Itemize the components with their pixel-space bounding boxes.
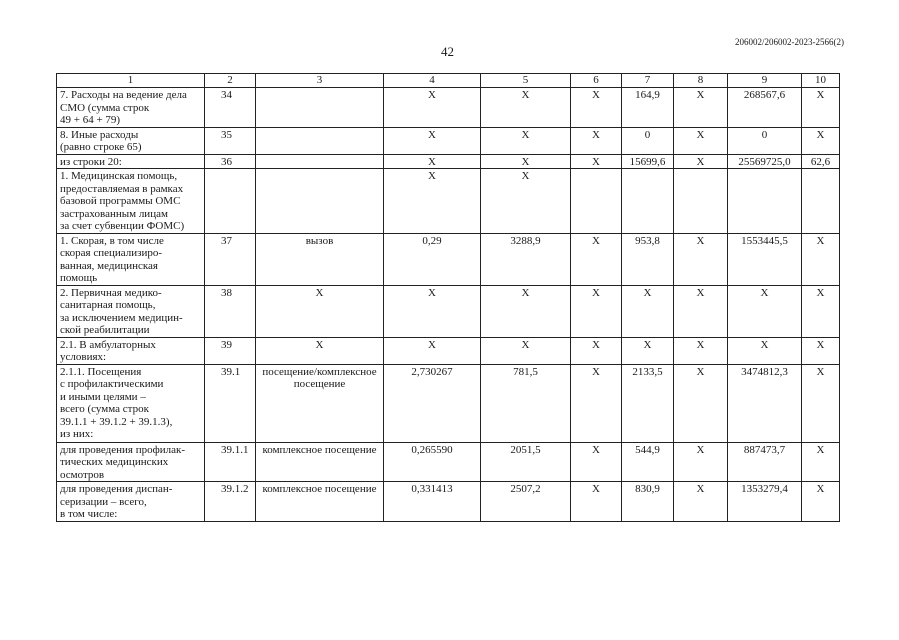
table-cell: Х — [571, 364, 622, 442]
table-cell: Х — [802, 233, 840, 285]
table-cell: Х — [571, 285, 622, 337]
table-cell: 0 — [622, 127, 674, 154]
table-cell — [728, 169, 802, 234]
table-cell — [571, 169, 622, 234]
table-cell: 15699,6 — [622, 154, 674, 169]
column-header: 3 — [256, 74, 384, 88]
table-cell: Х — [802, 364, 840, 442]
table-cell: 2051,5 — [481, 442, 571, 482]
table-cell: вызов — [256, 233, 384, 285]
table-cell: 38 — [205, 285, 256, 337]
table-cell: комплексное посещение — [256, 482, 384, 522]
column-header: 9 — [728, 74, 802, 88]
document-id: 206002/206002-2023-2566(2) — [735, 37, 844, 47]
table-cell: 781,5 — [481, 364, 571, 442]
table-cell: 36 — [205, 154, 256, 169]
table-cell: 1553445,5 — [728, 233, 802, 285]
table-cell: 2133,5 — [622, 364, 674, 442]
table-cell: 953,8 — [622, 233, 674, 285]
table-cell: 887473,7 — [728, 442, 802, 482]
table-cell: 39.1.2 — [205, 482, 256, 522]
table-cell: 0,331413 — [384, 482, 481, 522]
table-cell — [256, 88, 384, 128]
table-row — [57, 169, 840, 234]
table-cell: 0 — [728, 127, 802, 154]
table-cell: 268567,6 — [728, 88, 802, 128]
table-cell: Х — [728, 285, 802, 337]
table-cell: Х — [384, 127, 481, 154]
table-cell: Х — [674, 154, 728, 169]
table-cell: Х — [571, 127, 622, 154]
page-number: 42 — [441, 44, 454, 59]
table-cell: для проведения диспан- серизации – всего, в том числе: — [57, 482, 205, 522]
table-cell: Х — [384, 169, 481, 234]
table-cell: 34 — [205, 88, 256, 128]
table-cell: Х — [674, 127, 728, 154]
table-cell: 1. Медицинская помощь, предоставляемая в рамках базовой программы ОМС застрахованным лицам за счет субвенции ФОМС) — [57, 169, 205, 234]
table-row — [57, 285, 840, 337]
table-cell: Х — [674, 88, 728, 128]
table-cell: Х — [481, 154, 571, 169]
column-header: 4 — [384, 74, 481, 88]
table-cell: 544,9 — [622, 442, 674, 482]
table-cell: Х — [622, 337, 674, 364]
table-cell: 1. Скорая, в том числе скорая специализиро- ванная, медицинская помощь — [57, 233, 205, 285]
table-cell: 39.1 — [205, 364, 256, 442]
table-cell: Х — [481, 88, 571, 128]
table-cell: 0,265590 — [384, 442, 481, 482]
table-cell — [256, 154, 384, 169]
table-row — [57, 482, 840, 522]
table-cell: Х — [384, 88, 481, 128]
table-cell: 37 — [205, 233, 256, 285]
column-header: 1 — [57, 74, 205, 88]
table-cell: Х — [802, 482, 840, 522]
column-header: 7 — [622, 74, 674, 88]
table-cell — [802, 169, 840, 234]
table-cell: 3474812,3 — [728, 364, 802, 442]
table-cell: Х — [571, 233, 622, 285]
table-cell: 35 — [205, 127, 256, 154]
table-cell: Х — [802, 285, 840, 337]
table-row — [57, 364, 840, 442]
table-cell: Х — [674, 337, 728, 364]
table-cell: Х — [384, 154, 481, 169]
column-header: 5 — [481, 74, 571, 88]
table-cell: 39.1.1 — [205, 442, 256, 482]
table-cell: 2.1. В амбулаторных условиях: — [57, 337, 205, 364]
table-cell — [205, 169, 256, 234]
table-cell: 830,9 — [622, 482, 674, 522]
column-header: 6 — [571, 74, 622, 88]
table-cell: Х — [481, 337, 571, 364]
table-row — [57, 154, 840, 169]
table-cell: 164,9 — [622, 88, 674, 128]
table-cell: Х — [802, 127, 840, 154]
column-header: 8 — [674, 74, 728, 88]
table-cell: Х — [256, 337, 384, 364]
table-row — [57, 233, 840, 285]
table-cell — [256, 127, 384, 154]
table-cell: 2507,2 — [481, 482, 571, 522]
table-cell: Х — [384, 285, 481, 337]
table-cell: Х — [571, 88, 622, 128]
table-cell: 0,29 — [384, 233, 481, 285]
table-cell: 8. Иные расходы (равно строке 65) — [57, 127, 205, 154]
table-cell: Х — [571, 482, 622, 522]
table-cell: Х — [728, 337, 802, 364]
table-cell: Х — [256, 285, 384, 337]
table-cell: 7. Расходы на ведение дела СМО (сумма строк 49 + 64 + 79) — [57, 88, 205, 128]
table-cell: Х — [674, 233, 728, 285]
table-row — [57, 442, 840, 482]
table-cell — [674, 169, 728, 234]
table-cell: 3288,9 — [481, 233, 571, 285]
column-header: 10 — [802, 74, 840, 88]
table-cell: посещение/комплексное посещение — [256, 364, 384, 442]
table-row — [57, 337, 840, 364]
table-cell: Х — [622, 285, 674, 337]
table-cell: Х — [802, 88, 840, 128]
data-table — [56, 73, 840, 522]
table-cell: 2. Первичная медико- санитарная помощь, за исключением медицин- ской реабилитации — [57, 285, 205, 337]
table-row — [57, 88, 840, 128]
table-cell: 62,6 — [802, 154, 840, 169]
table-cell: Х — [571, 337, 622, 364]
table-cell: Х — [674, 442, 728, 482]
table-cell: 39 — [205, 337, 256, 364]
table-cell: Х — [481, 127, 571, 154]
table-cell: 25569725,0 — [728, 154, 802, 169]
table-cell: 2,730267 — [384, 364, 481, 442]
table-cell: Х — [571, 442, 622, 482]
table-cell: 2.1.1. Посещения с профилактическими и иными целями – всего (сумма строк 39.1.1 + 39.1.2 + 39.1.3), из них: — [57, 364, 205, 442]
table-cell — [622, 169, 674, 234]
table-cell: Х — [674, 285, 728, 337]
table-cell: Х — [802, 337, 840, 364]
table-cell: комплексное посещение — [256, 442, 384, 482]
table-cell — [256, 169, 384, 234]
table-cell: для проведения профилак- тических медицинских осмотров — [57, 442, 205, 482]
table-cell: Х — [481, 285, 571, 337]
table-cell: Х — [674, 482, 728, 522]
header-row — [57, 74, 840, 88]
table-cell: Х — [802, 442, 840, 482]
table-cell: Х — [481, 169, 571, 234]
table-cell: 1353279,4 — [728, 482, 802, 522]
table-cell: из строки 20: — [57, 154, 205, 169]
table-row — [57, 127, 840, 154]
table-cell: Х — [571, 154, 622, 169]
table-cell: Х — [674, 364, 728, 442]
table-cell: Х — [384, 337, 481, 364]
column-header: 2 — [205, 74, 256, 88]
